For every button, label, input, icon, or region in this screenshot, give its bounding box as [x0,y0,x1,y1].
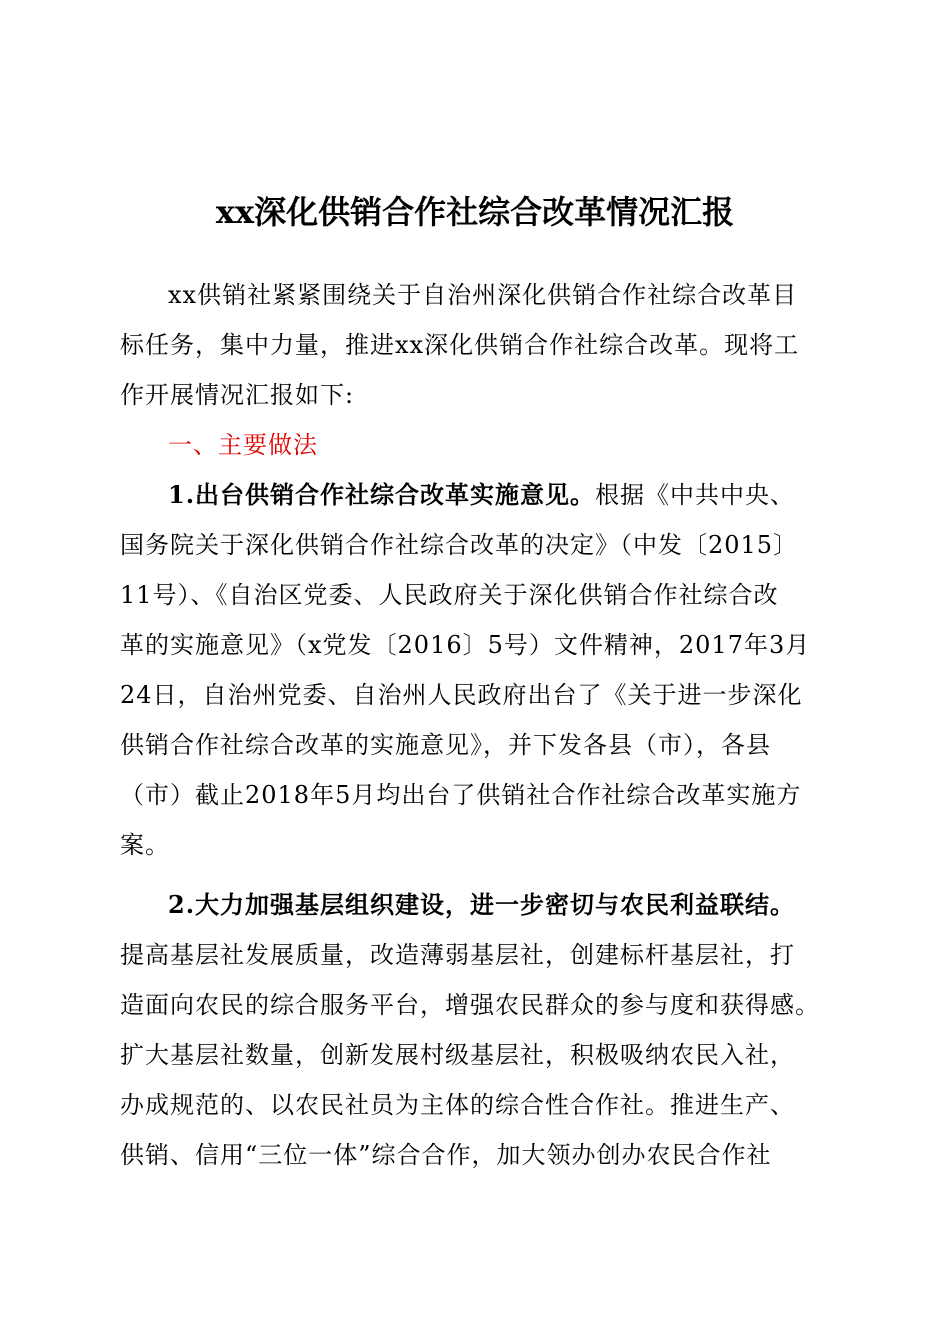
intro-paragraph [120,270,832,420]
item-2-line: 扩大基层社数量，创新发展村级基层社，积极吸纳农民入社， [120,1041,795,1069]
item-1-first-rest: 根据《中共中央、 [595,481,796,509]
intro-line: xx供销社紧紧围绕关于自治州深化供销合作社综合改革目 [168,281,798,309]
item-2-line: 办成规范的、以农民社员为主体的综合性合作社。推进生产、 [120,1091,795,1119]
item-1-line: 24日，自治州党委、自治州人民政府出台了《关于进一步深化 [120,681,803,709]
item-2-line: 造面向农民的综合服务平台，增强农民群众的参与度和获得感。 [120,991,820,1019]
item-2-paragraph [120,880,832,1180]
document-title: xx深化供销合作社综合改革情况汇报 [215,193,735,231]
document-body [120,270,832,1180]
section-heading: 一、主要做法 [168,431,318,459]
item-1-line: 供销合作社综合改革的实施意见》，并下发各县（市），各县 [120,731,771,759]
item-1-line: 革的实施意见》（x党发〔2016〕5号）文件精神，2017年3月 [120,631,811,659]
item-1-lead: 1.出台供销合作社综合改革实施意见。 [168,480,596,509]
item-2-line: 提高基层社发展质量，改造薄弱基层社，创建标杆基层社，打 [120,941,795,969]
item-1-paragraph [120,470,832,870]
intro-line: 作开展情况汇报如下: [120,381,355,409]
item-1-line: 国务院关于深化供销合作社综合改革的决定》（中发〔2015〕 [120,531,799,559]
item-1-first-line [120,470,832,520]
paragraph-gap [120,870,832,880]
item-2-lead: 2.大力加强基层组织建设，进一步密切与农民利益联结。 [168,890,796,919]
intro-line: 标任务，集中力量，推进xx深化供销合作社综合改革。现将工 [120,331,800,359]
item-1-line: （市）截止2018年5月均出台了供销社合作社综合改革实施方 [120,781,802,809]
item-1-line: 11号）、《自治区党委、人民政府关于深化供销合作社综合改 [120,581,779,609]
item-1-line: 案。 [120,831,170,859]
item-2-line: 供销、信用“三位一体”综合合作，加大领办创办农民合作社 [120,1141,772,1169]
